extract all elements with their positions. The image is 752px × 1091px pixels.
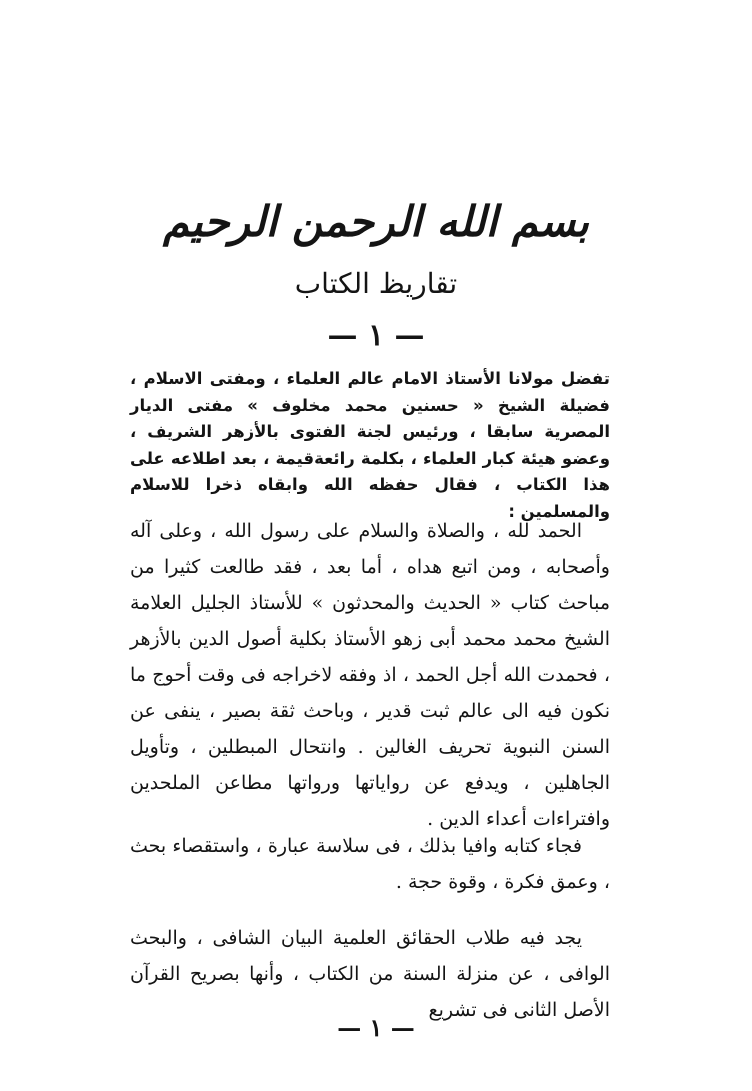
basmala-calligraphy: بسم الله الرحمن الرحيم [163,197,589,246]
page-title: تقاريظ الكتاب [294,267,458,300]
page-number: — ١ — [337,1013,415,1042]
intro-paragraph: تفضل مولانا الأستاذ الامام عالم العلماء ، ومفتى الاسلام ، فضيلة الشيخ « حسنين محمد مخلوف » مفتى الديار المصرية سابقا ، ورئيس لجنة الفتوى بالأزهر الشريف ، وعضو هيئة كبار العلماء ، بكلمة رائعةقيمة ، بعد اطلاعه على هذا الكتاب ، فقال حفظه الله وابقاه ذخرا للاسلام والمسلمين : [130,369,610,521]
body-paragraph-2: فجاء كتابه وافيا بذلك ، فى سلاسة عبارة ، واستقصاء بحث ، وعمق فكرة ، وقوة حجة . [130,835,610,893]
section-number: — ١ — [327,318,425,353]
body-paragraph-3: يجد فيه طلاب الحقائق العلمية البيان الشافى ، والبحث الوافى ، عن منزلة السنة من الكتاب ، وأنها بصريح القرآن الأصل الثانى فى تشريع [130,927,610,1021]
body-paragraph-1: الحمد لله ، والصلاة والسلام على رسول الله ، وعلى آله وأصحابه ، ومن اتبع هداه ، أما بعد ، فقد طالعت كثيرا من مباحث كتاب « الحديث والمحدثون » للأستاذ الجليل العلامة الشيخ محمد محمد أبى زهو الأستاذ بكلية أصول الدين بالأزهر ، فحمدت الله أجل الحمد ، اذ وفقه لاخراجه فى وقت أحوج ما نكون فيه الى عالم ثبت قدير ، وباحث ثقة بصير ، ينفى عن السنن النبوية تحريف الغالين . وانتحال المبطلين ، وتأويل الجاهلين ، ويدفع عن رواياتها ورواتها مطاعن الملحدين وافتراءات أعداء الدين . [130,520,610,830]
